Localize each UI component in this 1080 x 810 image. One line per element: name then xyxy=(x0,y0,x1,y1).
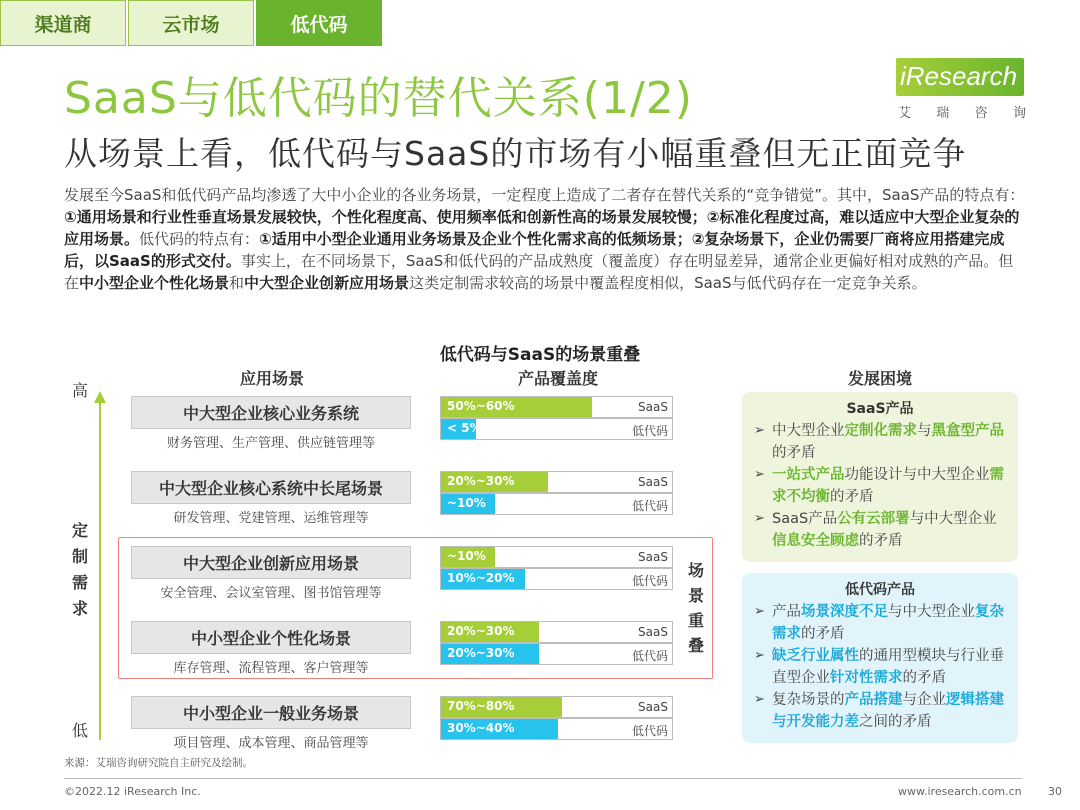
lowcode-coverage-bar xyxy=(440,418,673,440)
lowcode-dilemma-panel xyxy=(742,573,1018,743)
paragraph-run: 这类定制需求较高的场景中覆盖程度相似，SaaS与低代码存在一定竞争关系。 xyxy=(409,274,927,292)
dilemma-item xyxy=(750,508,1010,552)
axis-label-char: 需 xyxy=(71,573,88,592)
scene-examples: 项目管理、成本管理、商品管理等 xyxy=(173,736,369,751)
paragraph-bold-run: 中小型企业个性化场景 xyxy=(79,274,230,292)
dilemma-highlight: 针对性需求 xyxy=(830,670,903,686)
saas-coverage-bar xyxy=(440,696,673,718)
chevron-right-icon: ➢ xyxy=(754,467,765,482)
footer-divider xyxy=(64,778,1022,779)
col-head-dilemma: 发展困境 xyxy=(848,369,913,388)
page-subtitle: 从场景上看，低代码与SaaS的市场有小幅重叠但无正面竞争 xyxy=(64,134,967,173)
logo-cn-char: 询 xyxy=(1012,106,1026,121)
chevron-right-icon: ➢ xyxy=(754,511,765,526)
overlap-label-char: 场 xyxy=(687,561,704,580)
chevron-right-icon: ➢ xyxy=(754,648,765,663)
chevron-right-icon: ➢ xyxy=(754,423,765,438)
dilemma-highlight: 公有云部署 xyxy=(837,511,910,527)
dilemma-text: 与 xyxy=(917,423,932,439)
col-head-scene: 应用场景 xyxy=(240,369,305,388)
source-note: 来源：艾瑞咨询研究院自主研究及绘制。 xyxy=(64,757,253,769)
dilemma-item xyxy=(750,601,1010,645)
page-title: SaaS与低代码的替代关系(1/2) xyxy=(64,73,693,124)
axis-label-char: 求 xyxy=(71,599,88,618)
chevron-right-icon: ➢ xyxy=(754,692,765,707)
body-paragraph xyxy=(64,184,1026,294)
tab-channel[interactable]: 渠道商 xyxy=(0,0,126,46)
series-tag: SaaS xyxy=(638,700,668,714)
series-tag: SaaS xyxy=(638,550,668,564)
dilemma-item xyxy=(750,464,1010,508)
axis-label-char: 定 xyxy=(71,521,88,540)
logo-cn-char: 咨 xyxy=(974,106,988,121)
scene-box: 中小型企业个性化场景 xyxy=(131,621,411,654)
scene-box: 中大型企业创新应用场景 xyxy=(131,546,411,579)
section-tabs xyxy=(0,0,384,46)
website-link[interactable]: www.iresearch.com.cn xyxy=(898,785,1022,798)
saas-coverage-bar xyxy=(440,471,673,493)
dilemma-highlight: 一站式产品 xyxy=(772,467,845,483)
series-tag: 低代码 xyxy=(631,499,668,513)
saas-dilemma-panel xyxy=(742,392,1018,562)
scene-examples: 安全管理、会议室管理、图书馆管理等 xyxy=(160,586,382,601)
saas-panel-title: SaaS产品 xyxy=(846,401,914,417)
axis-low-label: 低 xyxy=(72,721,89,740)
dilemma-text: 复杂场景的 xyxy=(772,692,845,708)
dilemma-item xyxy=(750,420,1010,464)
paragraph-bold-run: 中大型企业创新应用场景 xyxy=(244,274,410,292)
lowcode-coverage-bar xyxy=(440,493,673,515)
page-number: 30 xyxy=(1048,785,1062,798)
dilemma-item xyxy=(750,645,1010,689)
dilemma-text: 的矛盾 xyxy=(801,626,845,642)
lowcode-coverage-bar xyxy=(440,718,673,740)
series-tag: SaaS xyxy=(638,400,668,414)
overlap-label-char: 景 xyxy=(687,586,704,605)
dilemma-text: 的矛盾 xyxy=(772,445,816,461)
dilemma-text: 与中大型企业 xyxy=(909,511,997,527)
dilemma-text: 的矛盾 xyxy=(830,489,874,505)
dilemma-text: 中大型企业 xyxy=(772,423,845,439)
series-tag: SaaS xyxy=(638,625,668,639)
coverage-value-label: < 5% xyxy=(447,421,482,435)
logo-cn xyxy=(898,102,1026,121)
scene-box: 中大型企业核心业务系统 xyxy=(131,396,411,429)
paragraph-run: 发展至今SaaS和低代码产品均渗透了大中小企业的各业务场景，一定程度上造成了二者存在替代关系的“竞争错觉”。其中，SaaS产品的特点有： xyxy=(64,186,1025,204)
series-tag: SaaS xyxy=(638,475,668,489)
scene-examples: 研发管理、党建管理、运维管理等 xyxy=(173,511,369,526)
tab-cloud-market[interactable]: 云市场 xyxy=(128,0,254,46)
logo-text: iResearch xyxy=(900,61,1018,91)
dilemma-text: 与企业 xyxy=(902,692,946,708)
dilemma-text: 产品 xyxy=(772,604,801,620)
saas-coverage-bar xyxy=(440,546,673,568)
coverage-value-label: 50%~60% xyxy=(447,399,515,413)
axis-high-label: 高 xyxy=(72,381,89,400)
coverage-value-label: 20%~30% xyxy=(447,474,515,488)
dilemma-highlight: 需求不均衡 xyxy=(772,467,1004,505)
paragraph-bold-run: ①适用中小型企业通用业务场景及企业个性化需求高的低频场景；②复杂场景下，企业仍需要厂商将应用搭建完成后，以SaaS的形式交付。 xyxy=(64,230,1005,270)
coverage-value-label: 30%~40% xyxy=(447,721,515,735)
overlap-label xyxy=(686,558,706,658)
dilemma-text: 的矛盾 xyxy=(859,533,903,549)
paragraph-run: 事实上，在不同场景下，SaaS和低代码的产品成熟度（覆盖度）存在明显差异，通常企业更偏好相对成熟的产品。但在 xyxy=(64,252,1014,292)
dilemma-text: 的通用型模块与行业垂直型企业 xyxy=(772,648,1004,686)
series-tag: 低代码 xyxy=(631,424,668,438)
iresearch-logo xyxy=(896,58,1026,124)
dilemma-highlight: 缺乏行业属性 xyxy=(772,648,859,664)
lowcode-panel-title: 低代码产品 xyxy=(845,582,915,598)
dilemma-highlight: 复杂需求 xyxy=(772,604,1004,642)
coverage-value-label: 70%~80% xyxy=(447,699,515,713)
logo-cn-char: 艾 xyxy=(898,106,912,121)
chart-title: 低代码与SaaS的场景重叠 xyxy=(439,345,641,365)
scene-examples: 库存管理、流程管理、客户管理等 xyxy=(173,661,369,676)
series-tag: 低代码 xyxy=(631,724,668,738)
chevron-right-icon: ➢ xyxy=(754,604,765,619)
col-head-coverage: 产品覆盖度 xyxy=(518,369,599,388)
scene-box: 中大型企业核心系统中长尾场景 xyxy=(131,471,411,504)
lowcode-coverage-bar xyxy=(440,643,673,665)
axis-label-char: 制 xyxy=(71,547,88,566)
series-tag: 低代码 xyxy=(631,649,668,663)
coverage-value-label: ~10% xyxy=(447,549,486,563)
dilemma-highlight: 黑盒型产品 xyxy=(931,423,1004,439)
overlap-label-char: 重 xyxy=(687,611,704,630)
copyright: ©2022.12 iResearch Inc. xyxy=(64,785,201,798)
coverage-value-label: 20%~30% xyxy=(447,624,515,638)
dilemma-text: 功能设计与中大型企业 xyxy=(844,467,990,483)
axis-label xyxy=(70,518,90,622)
dilemma-text: SaaS产品 xyxy=(772,511,838,527)
dilemma-highlight: 定制化需求 xyxy=(844,423,917,439)
saas-coverage-bar xyxy=(440,396,673,418)
coverage-value-label: 20%~30% xyxy=(447,646,515,660)
dilemma-highlight: 场景深度不足 xyxy=(801,604,888,620)
lowcode-coverage-bar xyxy=(440,568,673,590)
paragraph-run: 和 xyxy=(229,274,245,292)
dilemma-highlight: 逻辑搭建与开发能力差 xyxy=(772,692,1004,730)
dilemma-item xyxy=(750,689,1010,733)
coverage-value-label: ~10% xyxy=(447,496,486,510)
dilemma-highlight: 产品搭建 xyxy=(844,692,903,708)
dilemma-text: 之间的矛盾 xyxy=(859,714,932,730)
overlap-label-char: 叠 xyxy=(687,636,704,655)
paragraph-run: 低代码的特点有： xyxy=(139,230,260,248)
coverage-value-label: 10%~20% xyxy=(447,571,515,585)
dilemma-text: 与中大型企业 xyxy=(888,604,975,620)
scene-examples: 财务管理、生产管理、供应链管理等 xyxy=(166,436,375,451)
saas-coverage-bar xyxy=(440,621,673,643)
series-tag: 低代码 xyxy=(631,574,668,588)
axis-line xyxy=(99,400,101,740)
tab-low-code[interactable]: 低代码 xyxy=(256,0,382,46)
scene-box: 中小型企业一般业务场景 xyxy=(131,696,411,729)
logo-cn-char: 瑞 xyxy=(936,106,950,121)
dilemma-highlight: 信息安全顾虑 xyxy=(772,533,859,549)
paragraph-bold-run: ①通用场景和行业性垂直场景发展较快，个性化程度高、使用频率低和创新性高的场景发展较慢；②标准化程度过高，难以适应中大型企业复杂的应用场景。 xyxy=(64,208,1020,248)
dilemma-text: 的矛盾 xyxy=(902,670,946,686)
